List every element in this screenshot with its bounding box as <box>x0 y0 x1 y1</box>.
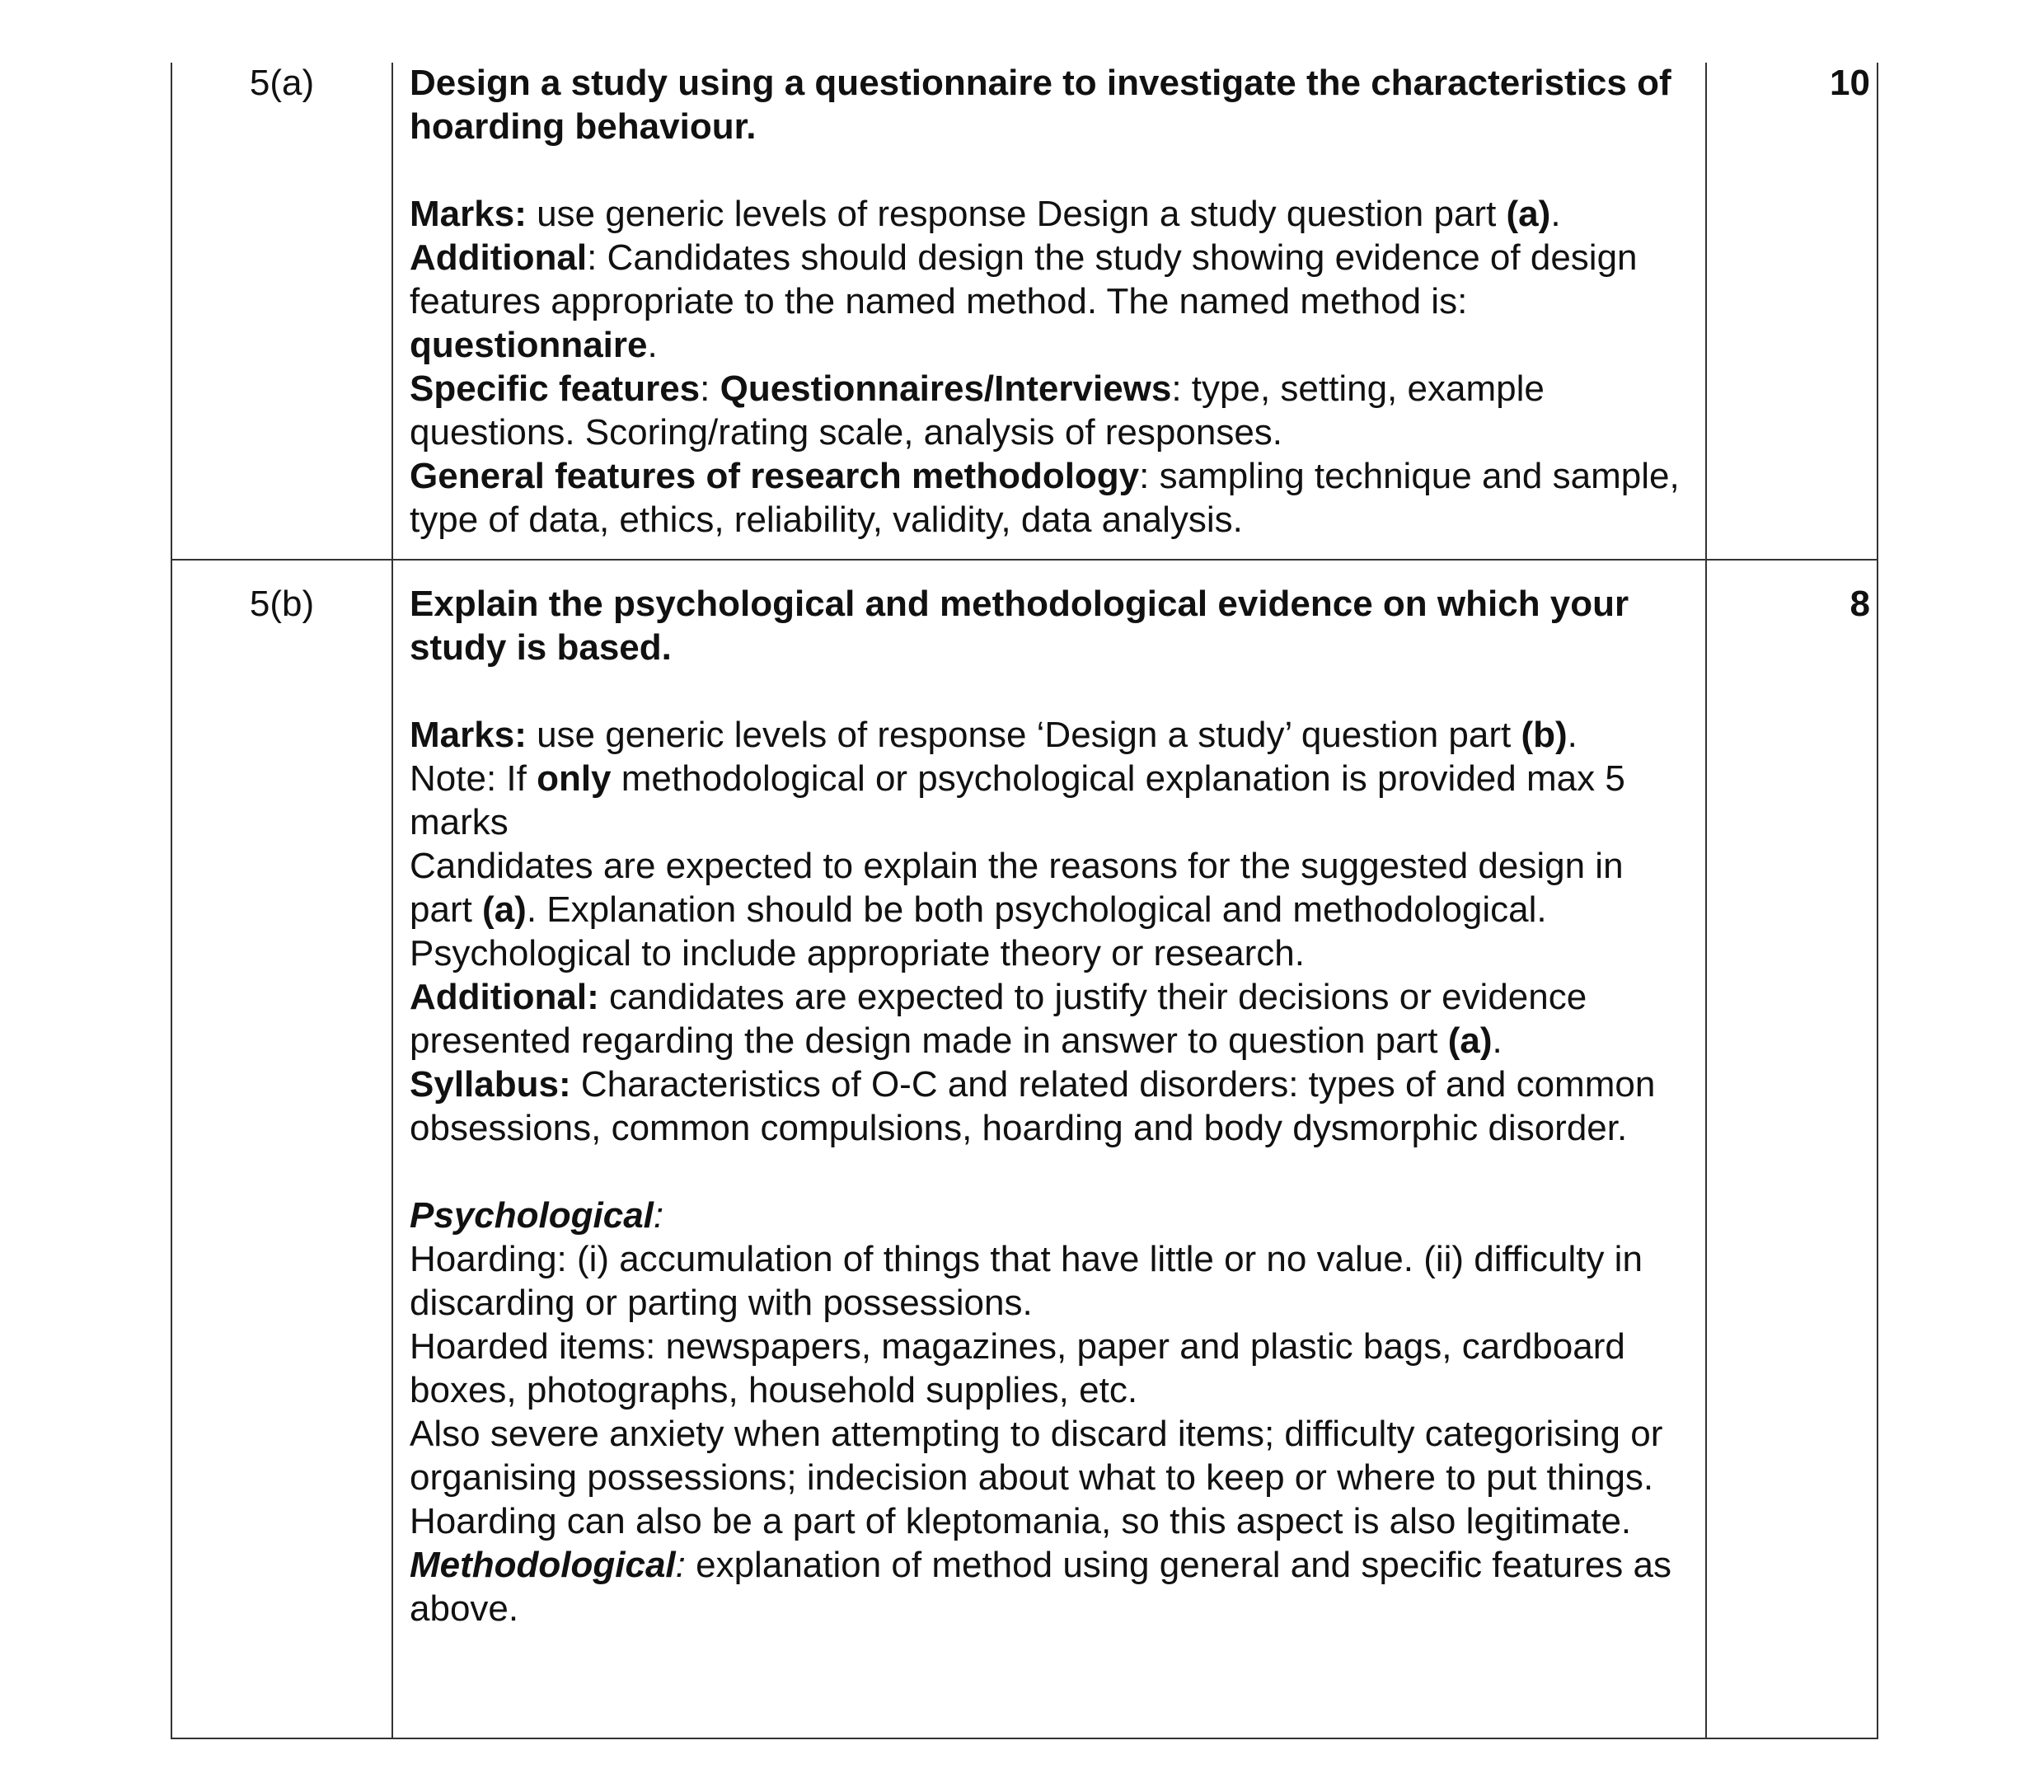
psychological-point: Hoarded items: newspapers, magazines, paper and plastic bags, cardboard boxes, photographs, household supplies, etc. <box>410 1326 1625 1410</box>
specific-features-line: Specific features: Questionnaires/Interviews: type, setting, example questions. Scoring/rating scale, analysis of responses. <box>410 368 1545 453</box>
psychological-point: Hoarding can also be a part of kleptomania, so this aspect is also legitimate. <box>410 1501 1632 1541</box>
answer-guidance <box>410 582 1695 1630</box>
psychological-heading: Psychological: <box>410 1195 664 1236</box>
syllabus-line: Syllabus: Characteristics of O-C and related disorders: types of and common obsessions, common compulsions, hoarding and body dysmorphic disorder. <box>410 1064 1656 1148</box>
methodological-line: Methodological: explanation of method using general and specific features as above. <box>410 1545 1671 1629</box>
marks-value: 10 <box>1830 63 1870 103</box>
psychological-point: Also severe anxiety when attempting to discard items; difficulty categorising or organising possessions; indecision about what to keep or where to put things. <box>410 1414 1663 1498</box>
question-number: 5(a) <box>249 63 315 103</box>
answer-guidance <box>410 61 1695 542</box>
additional-line: Additional: Candidates should design the study showing evidence of design features appropriate to the named method. The named method is: questionnaire. <box>410 237 1638 365</box>
marks-line: Marks: use generic levels of response Design a study question part (a). <box>410 194 1561 234</box>
candidates-line: Candidates are expected to explain the reasons for the suggested design in part (a). Explanation should be both psychological and methodological. Psychological to include appropriate theory or research. <box>410 846 1624 973</box>
row-divider <box>171 559 1878 561</box>
spacer <box>410 669 1695 713</box>
table-border-left <box>171 63 172 1739</box>
question-text: Design a study using a questionnaire to investigate the characteristics of hoarding behaviour. <box>410 63 1671 147</box>
psychological-point: Hoarding: (i) accumulation of things that have little or no value. (ii) difficulty in discarding or parting with possessions. <box>410 1239 1643 1323</box>
column-divider-1 <box>391 63 393 1739</box>
question-text: Explain the psychological and methodological evidence on which your study is based. <box>410 584 1629 668</box>
table-border-right <box>1877 63 1878 1739</box>
marks-line: Marks: use generic levels of response ‘Design a study’ question part (b). <box>410 715 1578 755</box>
spacer <box>410 1150 1695 1194</box>
column-divider-2 <box>1705 63 1707 1739</box>
additional-line: Additional: candidates are expected to justify their decisions or evidence presented regarding the design made in answer to question part (a). <box>410 977 1587 1061</box>
note-line: Note: If only methodological or psychological explanation is provided max 5 marks <box>410 758 1625 842</box>
question-number: 5(b) <box>249 584 315 624</box>
marks-value: 8 <box>1849 584 1870 624</box>
table-border-bottom <box>171 1738 1878 1739</box>
spacer <box>410 148 1695 192</box>
general-features-line: General features of research methodology: sampling technique and sample, type of data, ethics, reliability, validity, data analysis. <box>410 456 1680 540</box>
